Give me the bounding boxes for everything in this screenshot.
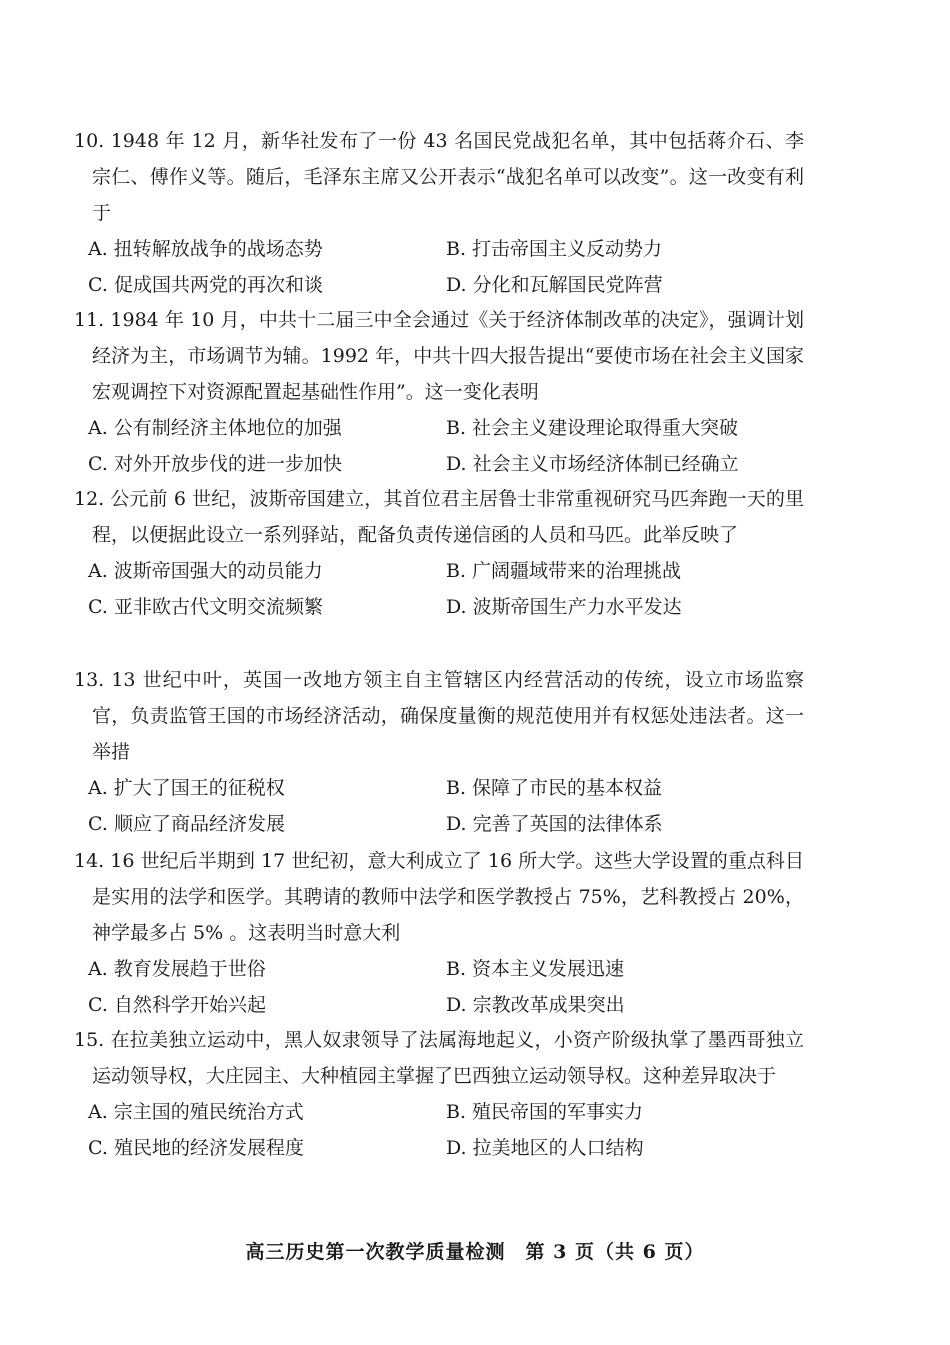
option-c: C. 殖民地的经济发展程度 (88, 1137, 304, 1159)
question-14 (74, 843, 804, 1023)
option-a: A. 波斯帝国强大的动员能力 (88, 560, 323, 582)
question-stem: 12. 公元前 6 世纪，波斯帝国建立，其首位君主居鲁士非常重视研究马匹奔跑一天的里程，以便据此设立一系列驿站，配备负责传递信函的人员和马匹。此举反映了 (74, 488, 804, 546)
option-a: A. 公有制经济主体地位的加强 (88, 417, 342, 439)
option-a: A. 宗主国的殖民统治方式 (88, 1101, 304, 1123)
page-footer: 高三历史第一次教学质量检测 第 3 页（共 6 页） (245, 1241, 705, 1263)
option-c: C. 促成国共两党的再次和谈 (88, 274, 323, 296)
option-c: C. 亚非欧古代文明交流频繁 (88, 596, 323, 618)
question-stem: 11. 1984 年 10 月，中共十二届三中全会通过《关于经济体制改革的决定》，强调计划经济为主，市场调节为辅。1992 年，中共十四大报告提出“要使市场在社会主义国家宏观调控下对资源配置起基础性作用”。这一变化表明 (74, 309, 804, 403)
option-c: C. 对外开放步伐的进一步加快 (88, 453, 342, 475)
question-11 (74, 302, 804, 482)
options-grid (74, 951, 804, 1023)
option-d: D. 拉美地区的人口结构 (446, 1137, 644, 1159)
question-12 (74, 481, 804, 625)
options-grid (74, 410, 804, 482)
options-grid (74, 1094, 804, 1166)
option-b: B. 广阔疆域带来的治理挑战 (446, 560, 682, 582)
option-b: B. 保障了市民的基本权益 (446, 777, 663, 799)
option-b: B. 社会主义建设理论取得重大突破 (446, 417, 739, 439)
question-15 (74, 1022, 804, 1166)
question-stem: 10. 1948 年 12 月，新华社发布了一份 43 名国民党战犯名单，其中包括蒋介石、李宗仁、傅作义等。随后，毛泽东主席又公开表示“战犯名单可以改变”。这一改变有利于 (74, 130, 804, 224)
options-grid (74, 553, 804, 625)
option-d: D. 波斯帝国生产力水平发达 (446, 596, 682, 618)
question-13 (74, 662, 804, 842)
question-stem: 15. 在拉美独立运动中，黑人奴隶领导了法属海地起义，小资产阶级执掌了墨西哥独立运动领导权，大庄园主、大种植园主掌握了巴西独立运动领导权。这种差异取决于 (74, 1029, 804, 1087)
option-c: C. 顺应了商品经济发展 (88, 813, 285, 835)
question-10 (74, 123, 804, 303)
option-b: B. 殖民帝国的军事实力 (446, 1101, 644, 1123)
options-grid (74, 770, 804, 842)
option-a: A. 扩大了国王的征税权 (88, 777, 285, 799)
options-grid (74, 231, 804, 303)
option-b: B. 打击帝国主义反动势力 (446, 238, 663, 260)
option-c: C. 自然科学开始兴起 (88, 994, 266, 1016)
question-stem: 14. 16 世纪后半期到 17 世纪初，意大利成立了 16 所大学。这些大学设置的重点科目是实用的法学和医学。其聘请的教师中法学和医学教授占 75%，艺科教授占 20%，神学最多占 5% 。这表明当时意大利 (74, 850, 804, 944)
option-d: D. 完善了英国的法律体系 (446, 813, 663, 835)
option-d: D. 分化和瓦解国民党阵营 (446, 274, 663, 296)
option-a: A. 扭转解放战争的战场态势 (88, 238, 323, 260)
option-b: B. 资本主义发展迅速 (446, 958, 625, 980)
option-a: A. 教育发展趋于世俗 (88, 958, 266, 980)
option-d: D. 社会主义市场经济体制已经确立 (446, 453, 739, 475)
question-stem: 13. 13 世纪中叶，英国一改地方领主自主管辖区内经营活动的传统，设立市场监察官，负责监管王国的市场经济活动，确保度量衡的规范使用并有权惩处违法者。这一举措 (74, 669, 804, 763)
option-d: D. 宗教改革成果突出 (446, 994, 625, 1016)
